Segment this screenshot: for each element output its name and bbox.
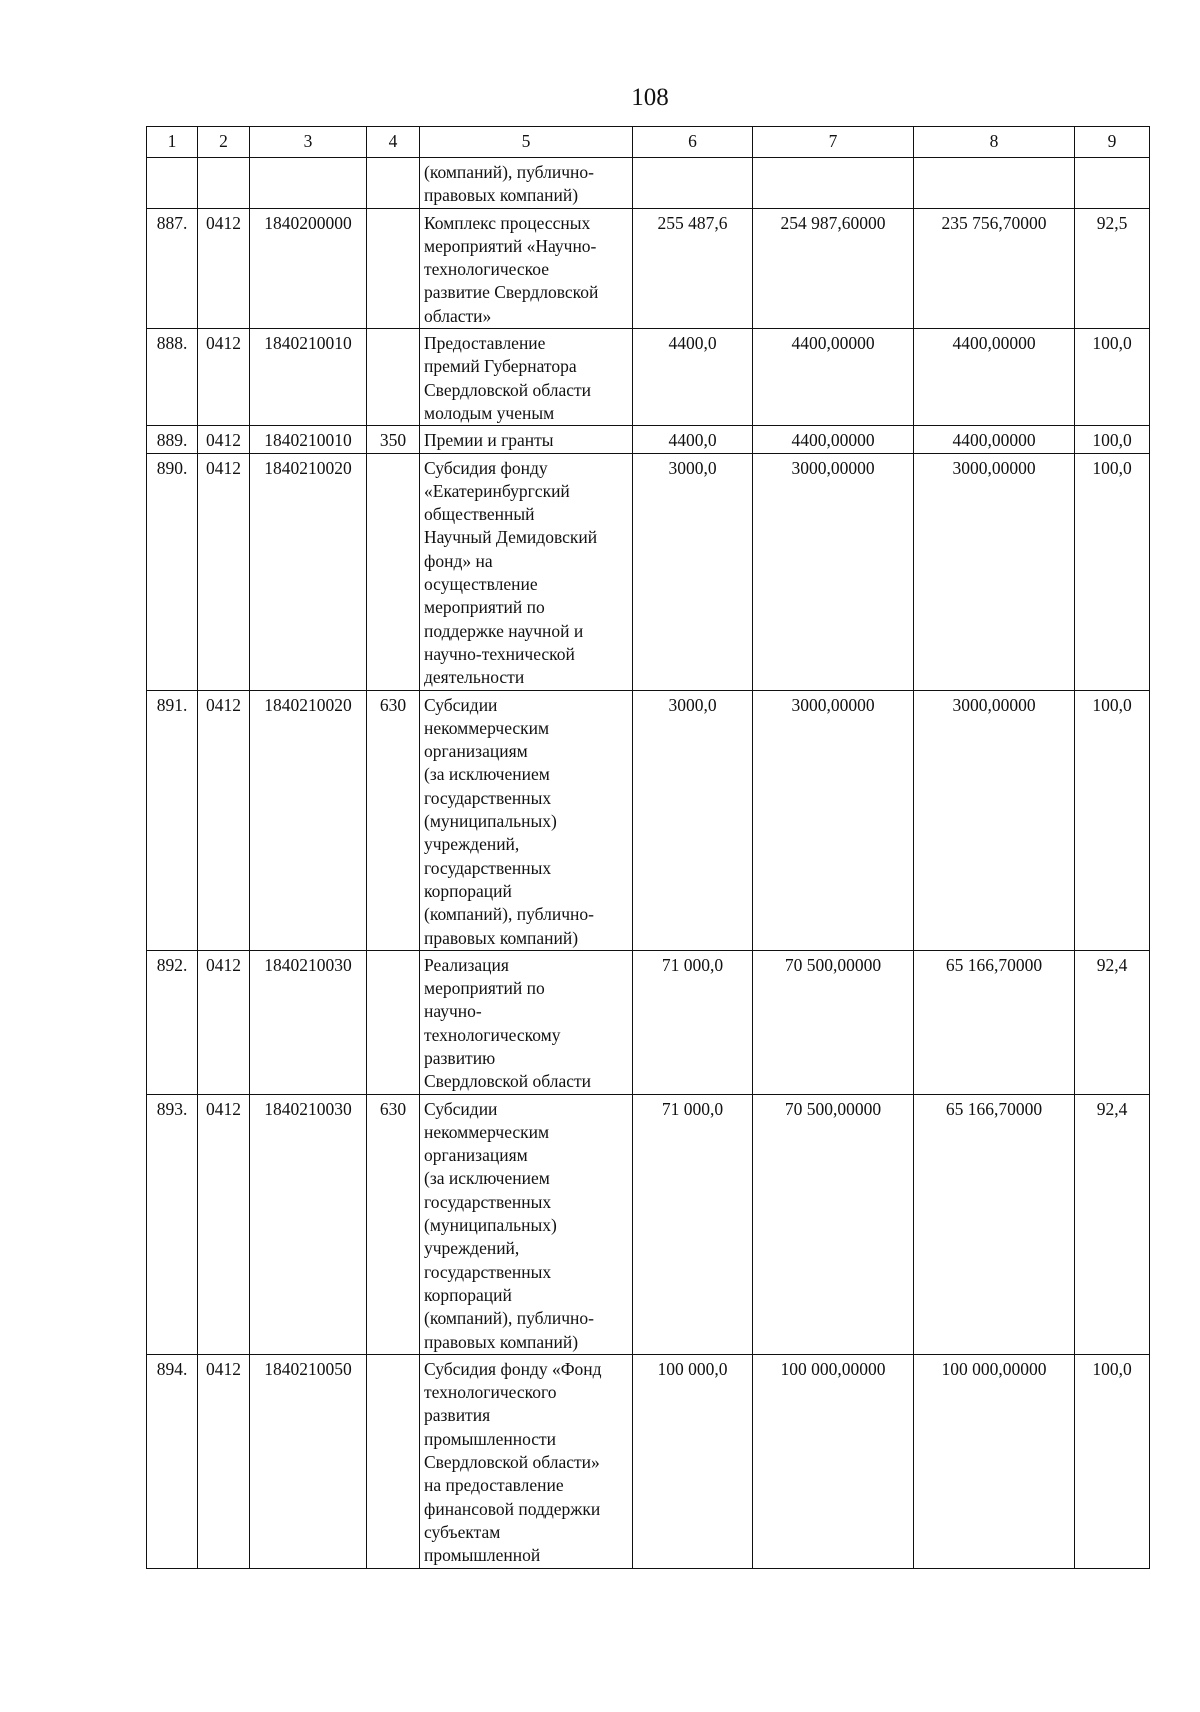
amount-col7-cell: 3000,00000 (753, 453, 914, 690)
page-number: 108 (631, 84, 669, 111)
amount-col7-cell (753, 158, 914, 209)
description-cell: Комплекс процессных мероприятий «Научно- технологическое развитие Свердловской области» (420, 208, 633, 328)
section-code-cell: 0412 (198, 950, 250, 1094)
row-number-cell: 892. (147, 950, 198, 1094)
table-body (147, 158, 1150, 1569)
expense-type-cell (367, 453, 420, 690)
amount-col7-cell: 254 987,60000 (753, 208, 914, 328)
table-row (147, 208, 1150, 328)
expense-type-cell (367, 329, 420, 426)
row-number-cell: 887. (147, 208, 198, 328)
expense-type-cell (367, 950, 420, 1094)
column-header: 3 (250, 127, 367, 158)
table-row (147, 158, 1150, 209)
description-cell: (компаний), публично- правовых компаний) (420, 158, 633, 209)
column-header: 2 (198, 127, 250, 158)
expense-type-cell (367, 1354, 420, 1568)
target-article-cell: 1840210010 (250, 329, 367, 426)
table-row (147, 1094, 1150, 1354)
expense-type-cell (367, 158, 420, 209)
amount-col8-cell: 3000,00000 (914, 690, 1075, 950)
percent-cell (1075, 158, 1150, 209)
amount-col8-cell: 100 000,00000 (914, 1354, 1075, 1568)
target-article-cell (250, 158, 367, 209)
amount-col8-cell: 65 166,70000 (914, 950, 1075, 1094)
target-article-cell: 1840200000 (250, 208, 367, 328)
percent-cell: 100,0 (1075, 453, 1150, 690)
percent-cell: 100,0 (1075, 426, 1150, 453)
description-cell: Субсидия фонду «Екатеринбургский общественный Научный Демидовский фонд» на осуществление мероприятий по поддержке научной и научно-технической деятельности (420, 453, 633, 690)
column-header: 8 (914, 127, 1075, 158)
section-code-cell: 0412 (198, 1094, 250, 1354)
section-code-cell: 0412 (198, 690, 250, 950)
amount-col7-cell: 70 500,00000 (753, 1094, 914, 1354)
description-cell: Премии и гранты (420, 426, 633, 453)
amount-col8-cell (914, 158, 1075, 209)
section-code-cell (198, 158, 250, 209)
table-row (147, 950, 1150, 1094)
percent-cell: 92,4 (1075, 1094, 1150, 1354)
column-header: 6 (633, 127, 753, 158)
table-row (147, 426, 1150, 453)
amount-col6-cell: 71 000,0 (633, 950, 753, 1094)
amount-col8-cell: 65 166,70000 (914, 1094, 1075, 1354)
target-article-cell: 1840210020 (250, 453, 367, 690)
amount-col6-cell: 3000,0 (633, 690, 753, 950)
target-article-cell: 1840210030 (250, 1094, 367, 1354)
percent-cell: 92,4 (1075, 950, 1150, 1094)
description-cell: Предоставление премий Губернатора Свердловской области молодым ученым (420, 329, 633, 426)
amount-col6-cell: 4400,0 (633, 329, 753, 426)
description-cell: Субсидии некоммерческим организациям (за исключением государственных (муниципальных) учреждений, государственных корпораций (компаний), публично- правовых компаний) (420, 690, 633, 950)
amount-col6-cell: 100 000,0 (633, 1354, 753, 1568)
section-code-cell: 0412 (198, 426, 250, 453)
description-cell: Субсидия фонду «Фонд технологического развития промышленности Свердловской области» на предоставление финансовой поддержки субъектам промышленной (420, 1354, 633, 1568)
row-number-cell: 888. (147, 329, 198, 426)
percent-cell: 100,0 (1075, 329, 1150, 426)
expense-type-cell (367, 208, 420, 328)
target-article-cell: 1840210010 (250, 426, 367, 453)
expense-type-cell: 630 (367, 1094, 420, 1354)
percent-cell: 100,0 (1075, 690, 1150, 950)
section-code-cell: 0412 (198, 329, 250, 426)
column-header: 5 (420, 127, 633, 158)
description-cell: Субсидии некоммерческим организациям (за исключением государственных (муниципальных) учреждений, государственных корпораций (компаний), публично- правовых компаний) (420, 1094, 633, 1354)
amount-col7-cell: 70 500,00000 (753, 950, 914, 1094)
amount-col6-cell (633, 158, 753, 209)
amount-col8-cell: 235 756,70000 (914, 208, 1075, 328)
column-header: 1 (147, 127, 198, 158)
target-article-cell: 1840210020 (250, 690, 367, 950)
amount-col7-cell: 4400,00000 (753, 426, 914, 453)
budget-table (146, 126, 1150, 1569)
expense-type-cell: 630 (367, 690, 420, 950)
amount-col8-cell: 4400,00000 (914, 426, 1075, 453)
description-cell: Реализация мероприятий по научно- технологическому развитию Свердловской области (420, 950, 633, 1094)
percent-cell: 100,0 (1075, 1354, 1150, 1568)
header-row (147, 127, 1150, 158)
target-article-cell: 1840210030 (250, 950, 367, 1094)
expense-type-cell: 350 (367, 426, 420, 453)
table-row (147, 453, 1150, 690)
amount-col6-cell: 4400,0 (633, 426, 753, 453)
row-number-cell: 889. (147, 426, 198, 453)
amount-col8-cell: 3000,00000 (914, 453, 1075, 690)
row-number-cell: 893. (147, 1094, 198, 1354)
amount-col6-cell: 3000,0 (633, 453, 753, 690)
amount-col6-cell: 255 487,6 (633, 208, 753, 328)
table-row (147, 1354, 1150, 1568)
amount-col7-cell: 4400,00000 (753, 329, 914, 426)
table-row (147, 329, 1150, 426)
column-header: 7 (753, 127, 914, 158)
section-code-cell: 0412 (198, 208, 250, 328)
percent-cell: 92,5 (1075, 208, 1150, 328)
section-code-cell: 0412 (198, 453, 250, 690)
column-header: 9 (1075, 127, 1150, 158)
amount-col6-cell: 71 000,0 (633, 1094, 753, 1354)
column-header: 4 (367, 127, 420, 158)
row-number-cell: 890. (147, 453, 198, 690)
row-number-cell (147, 158, 198, 209)
target-article-cell: 1840210050 (250, 1354, 367, 1568)
section-code-cell: 0412 (198, 1354, 250, 1568)
row-number-cell: 891. (147, 690, 198, 950)
amount-col7-cell: 100 000,00000 (753, 1354, 914, 1568)
amount-col8-cell: 4400,00000 (914, 329, 1075, 426)
row-number-cell: 894. (147, 1354, 198, 1568)
table-header (147, 127, 1150, 158)
amount-col7-cell: 3000,00000 (753, 690, 914, 950)
table-row (147, 690, 1150, 950)
